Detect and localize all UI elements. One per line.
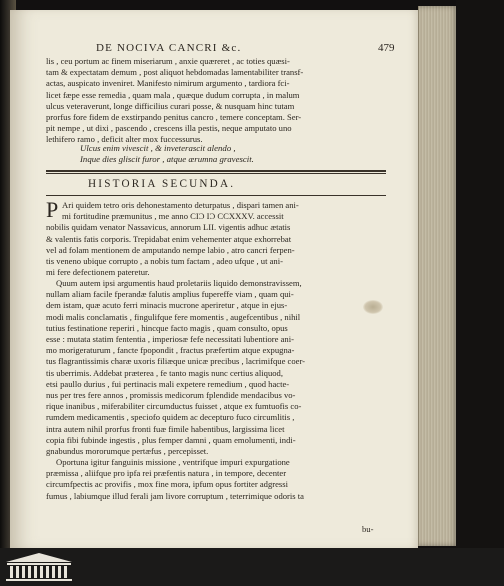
text-line: rique inanibus , miferabiliter circumductus fuisset , atque ex fumtuofis co- bbox=[46, 401, 302, 412]
text-line: licet fæpe esse remedia , quam mala , quæque dudum corrupta , in malum bbox=[46, 89, 300, 100]
text-line: tus flagrantissimis charæ uxoris filiæque unicæ precibus , lacrimifque coer- bbox=[46, 356, 306, 367]
text-line: modi malis conclamatis , fingulifque fere momentis , augefcentibus , nihil bbox=[46, 311, 301, 322]
text-line: gnabundus mororumque pertæfus , percepisset. bbox=[46, 446, 209, 456]
text-line: mo morigeraturum , fancte fpopondit , fractus præfertim atque expugna- bbox=[46, 345, 295, 356]
scan-background-right bbox=[456, 0, 504, 548]
text-line: intra autem nihil prorfus fronti fuæ fimile habentibus, largissima licet bbox=[46, 423, 285, 434]
text-line: nullam aliam facile fperandæ falutis amplius fupereffe viam , quam qui- bbox=[46, 289, 294, 300]
page-fore-edge bbox=[418, 6, 459, 546]
drop-cap: P bbox=[46, 197, 59, 222]
text-line: tam & expectatam demum , post aliquot hebdomadas lamentabiliter transf- bbox=[46, 67, 304, 78]
text-line: nobilis quidam venator Nassavicus, annorum LII. vigentis adhuc ætatis bbox=[46, 222, 291, 233]
text-line: lis , ceu portum ac finem miseriarum , anxie quæreret , ac toties quæsi- bbox=[46, 56, 290, 66]
text-line: vel ad folam mentionem de amputando nempe labio , atro cancri ferpen- bbox=[46, 244, 295, 255]
text-line: tis uberrimis. Addebat præterea , fe tanto magis nunc certius aliquod, bbox=[46, 367, 283, 378]
text-line: actas, auspicato inveniret. Manifesto nimirum argumento , tardiora fci- bbox=[46, 78, 290, 89]
text-line: Ari quidem tetro oris dehonestamento deturpatus , dispari tamen ani- bbox=[62, 200, 299, 210]
section-heading: HISTORIA SECUNDA. bbox=[88, 178, 236, 190]
text-line: etsi paullo durius , fui pertinacis mali expetere remedium , quod hacte- bbox=[46, 378, 290, 389]
page-number: 479 bbox=[378, 42, 395, 54]
catchword: bu- bbox=[362, 524, 374, 534]
text-line: nus per tres fere annos , promissis medicorum fplendide mendacibus vo- bbox=[46, 390, 296, 400]
text-line: præmissa , aliifque pro ipfa rei præfentis natura , in tempore, decenter bbox=[46, 468, 287, 479]
text-line: rumdem medicamentis , speciofo quidem ac decepturo fuco circumlitis , bbox=[46, 412, 295, 423]
text-line: Quum autem ipsi argumentis haud proletariis liquido demonstravissem, bbox=[56, 278, 302, 288]
verse-line: Ulcus enim vivescit , & inveterascit alendo , bbox=[80, 143, 236, 153]
running-title: DE NOCIVA CANCRI &c. bbox=[96, 42, 242, 54]
section-rule bbox=[46, 170, 386, 172]
verse-line: Inque dies gliscit furor , atque ærumna gravescit. bbox=[80, 154, 254, 164]
text-line: prorfus fore fidem de exstirpando penitus cancro , temere conceptam. Ser- bbox=[46, 112, 302, 122]
viewer-bottom-bar bbox=[0, 548, 504, 586]
text-line: dem istam, quæ acuto ferri minacis mucrone aperiretur , atque in ejus- bbox=[46, 300, 288, 311]
text-line: fumus , labiumque illud ferali jam livore corruptum , teterrimique odoris ta bbox=[46, 490, 304, 501]
paper-stain bbox=[363, 300, 383, 314]
text-line: Oportuna igitur fanguinis missione , ventrifque impuri expurgatione bbox=[56, 457, 290, 467]
text-line: mi fortitudine præmunitus , me anno CIƆ IƆ CCXXXV. accessit bbox=[62, 211, 284, 222]
text-line: circumfpectis ac provifis , mox fine mora, ipfum opus fortiter adgressi bbox=[46, 479, 288, 490]
text-line: ulcus veteraverunt, longe difficilius curari posse, & nusquam hinc tutam bbox=[46, 100, 295, 111]
text-line: esse : mutata statim fententia , imperiosæ fefe necessitati lubentiore ani- bbox=[46, 334, 294, 344]
text-line: mi fere defectionem pateretur. bbox=[46, 267, 150, 278]
section-rule-thin bbox=[46, 173, 386, 174]
text-line: & valentis fatis corporis. Trepidabat enim vehementer atque exhorrebat bbox=[46, 233, 292, 244]
text-line: pit nempe , ut dixi , pascendo , crescens illa pestis, neque amputato uno bbox=[46, 123, 292, 134]
heading-underline bbox=[46, 195, 386, 196]
library-building-logo-icon bbox=[4, 552, 74, 582]
text-line: lethifero ramo , deficit alter mox fuccessurus. bbox=[46, 134, 203, 145]
text-line: tutius festinatione reperiri , hincque facto magis , quam consulto, opus bbox=[46, 322, 288, 333]
text-line: tis veneno ubique corrupto , a nobis tum factam , adeo ufque , ut ani- bbox=[46, 256, 283, 266]
text-line: copia fibi fubinde ingestis , plus femper damni , quam emolumenti, indi- bbox=[46, 434, 296, 445]
